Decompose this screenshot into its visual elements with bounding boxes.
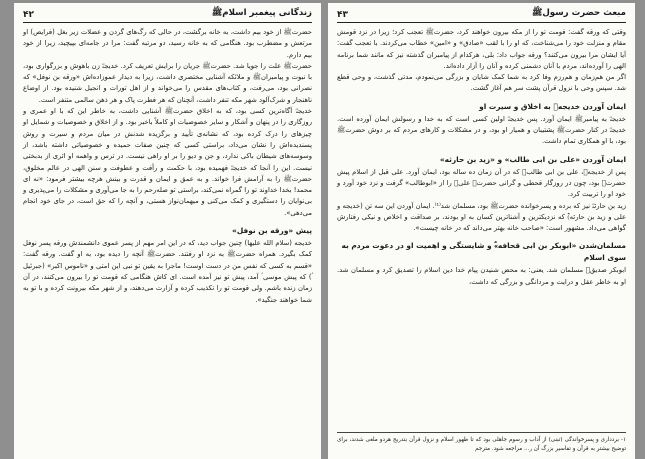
left-paragraph-3: خدیجهؓ آگاه‌ترین کسی بود، که به اخلاق حضرتﷺ آشنایی داشت، به خاطر این که با او عمری و روزگاری را در پنهان و آشکار و سایر خصوصیات او کاملاً باخبر بود. و از اخلاق و خصوصیات و شمایل او چیزهای را درک کرده بود، که نشانه‌ی تأیید و برگزیده شدنش در میان مردم و سیرت و روش پسندیده‌اش را نشان می‌داد، براستی کسی که چنین صفات حمیده و خصوصیاتی داشته باشد، از وسوسه‌های شیطان باکی ندارد، و جن و دیو را بر او راهی نیست. در ترس و واهمه او اثری از بدبختی نیست. این را آنجا که خدیجهؓ فهمیده بود، با حکمت و رأفت و عطوفت و سنن الهی در عالم مخلوق، حضرتﷺ را به آرامش فرا خواند. و به عمق و ایمان و قدرت و بینش هرچه بیشتر فرمود: «نه ای محمد! بخدا خداوند تو را گمراه نمی‌کند، براستی تو صله‌رحم را به جا می‌آوری و مشکلات را می‌پذیری و بی‌نوایان را دستگیری و کمک می‌کنی و میهمان‌نواز هستی، و آنچه را که حق است، در جای خود انجام می‌دهی». — [23, 107, 312, 217]
right-page — [328, 3, 635, 459]
left-page-number: ۴۲ — [23, 10, 34, 20]
section-ali-zaid-paragraph-2: زید بن حارثهؓ نیز که برده و پسرخوانده حضرتﷺ بود، مسلمان شد⁽¹⁾. ایمان آوردن این سه تن (خدیجه و علی و زید بن حارثه)ؓ که نزدیکترین و آشناترین کسان به او بودند، بر صداقت و اخلاص و نیکی رفتارش گواهی می‌داد. مشهور است: «صاحب خانه بهتر می‌داند که در خانه چیست». — [337, 201, 626, 233]
left-page — [14, 3, 321, 459]
left-section-heading: پیش «ورقه بن نوفل» — [232, 226, 312, 236]
section-ali-zaid-paragraph-1: پس از خدیجهؓ، علی بن ابی طالبؓ که در آن زمان ده ساله بود، ایمان آورد. علی قبل از اسلام پیش حضرتﷺ بود، چون در روزگار قحطی و گرانی حضرتﷺ علیؓ را از «ابوطالب» گرفت و نزد خود آورد و خود او را تربیت کرد. — [337, 167, 626, 199]
right-page-number: ۴۳ — [337, 10, 348, 20]
right-paragraph-2: اگر من هم‌زمان و هم‌رزم وفا کرد به شما کمک شایان و بزرگی می‌نمودم، مدتی گذشت، و وحی قطع شد. سپس وحی با نزول قرآن پشت سر هم آغاز گشت. — [337, 73, 626, 93]
left-paragraph-2: حضرتﷺ علت را جویا شد. حضرتﷺ جریان را برایش تعریف کرد. خدیجهؓ زن باهوش و بزرگواری بود، با نبوت و پیامبرانﷺ و ملائکه آشنایی مختصری داشت، زیرا به دیدار عموزاده‌اش «ورقه بن نوفل» که نصرانی بود، می‌رفت، و کتاب‌های مقدس را می‌خواند و از اهل تورات و انجیل شنیده بود. از اوضاع ناهنجار و شرک‌آلود شهر مکه تنفر داشت، آنچنان که هر فطرت پاک و هر ذهن سالمی متنفر است. — [23, 61, 312, 104]
left-running-title: زندگانی پیغمبر اسلامﷺ — [211, 8, 312, 18]
right-running-title: مبعث حضرت رسولﷺ — [531, 8, 626, 18]
footnote-1: ۱- بردداری و پسرخواندگی (تبنی) از آداب و رسوم جاهلی بود که تا ظهور اسلام و نزول قرآن بتدریج هردو ملغی شدند، برای توضیح بیشتر به قرآن و تفاسیر بزرگ آن ر... مراجعه شود. مترجم — [337, 437, 626, 452]
section-khadija-paragraph: خدیجهؓ به پیامبرﷺ ایمان آورد. پس خدیجهؓ اولین کسی است که به خدا و رسولش ایمان آورده است. خدیجهؓ در کنار حضرتﷺ پشتیبان و همیار او بود، و در مشکلات و کارهای مردم که بر دوش حضرتﷺ بود، با او همکاری تمام داشت. — [337, 114, 626, 146]
section-abubakr-paragraph: ابوبکر صدیقؓ مسلمان شد. یعنی: به محض شنیدن پیام خدا دین اسلام را تصدیق کرد و مسلمان شد. او به خاطر عقل و درایت و مردانگی و بزرگی که داشت، — [337, 266, 626, 286]
section-heading-khadija: ایمان آوردن خدیجهؓ به اخلاق و سیرت او — [479, 101, 626, 111]
right-running-head — [337, 8, 626, 23]
section-heading-ali-zaid: ایمان آوردن «علی بن ابی طالب» و «زید بن حارثه» — [439, 154, 626, 164]
left-running-head — [23, 8, 312, 23]
right-paragraph-1: وقتی که ورقه گفت: قومت تو را از مکه بیرون خواهند کرد، حضرتﷺ تعجب کرد؛ زیرا در نزد قومش مقام و منزلت خود را می‌شناخت، که او را با لقب «صادق» و «امین» خطاب می‌کردند. با تعجب گفت: آیا ایشان مرا بیرون می‌کنند؟ ورقه جواب داد: بلی، هرکدام از پیامبران گذشته نیز که مانند شما برنامه الهی را آورده‌اند، مردم با آنان دشمنی کرده و آنان را آزار داده‌اند. — [337, 28, 626, 70]
book-spread — [14, 3, 635, 459]
section-heading-abubakr: مسلمان‌شدن «ابوبکر بن ابی قحافه»ؓ و شایستگی و اهمیت او در دعوت مردم به سوی اسلام — [341, 241, 626, 263]
left-paragraph-1: حضرتﷺ از خود بیم داشت، به خانه برگشت، در حالی که رگ‌های گردن و عضلات زیر بغل (فرایص) او مرتعش و مضطرب بود. هنگامی که به خانه رسید، دو مرتبه گفت: مرا در جامه‌ای بپیچید، زیرا از خود بیم دارم. — [23, 28, 312, 59]
left-paragraph-4: خدیجه (سلام الله علیها) چنین جواب دید، که در این امر مهم از پسر عموی دانشمندش ورقه پسر نوفل کمک بگیرد. همراه حضرتﷺ به نزد او رفتند. حضرتﷺ آنچه را دیده بود، به او گفت. ورقه گفت: «قسم به کسی که نفس من در دست اوست! ماجرا به یقین تو نبی این امتی و «ناموس اکبر» (جبرئیل ؑ) که پیش موسی ؑ آمد، پیش تو نیز آمده است. ای کاش هنگامی که قومت تو را بیرون می‌کنند، در آن زمان زنده باشم. ولی قومت تو را تکذیب کرده و آزارت می‌دهند، و از شهر مکه بیرونت کرده و با تو به شما خواهند جنگید». — [23, 239, 312, 304]
footnote-area — [337, 432, 626, 453]
